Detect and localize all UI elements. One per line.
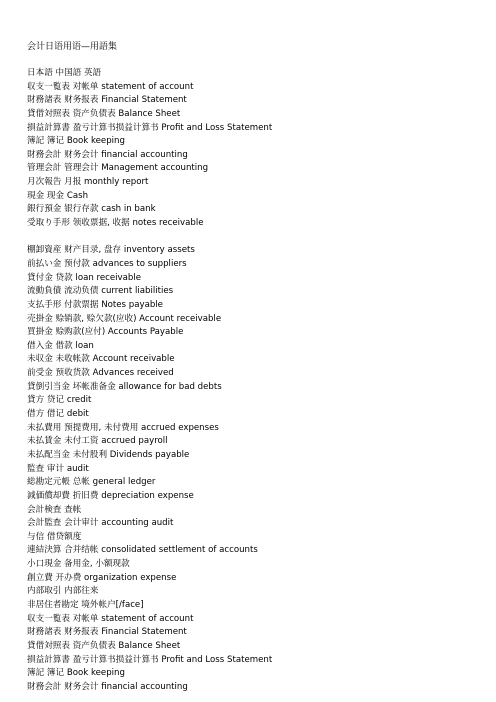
blank-line — [27, 231, 476, 245]
title-spacer — [27, 58, 476, 67]
glossary-line: 月次報告 月报 monthly report — [27, 177, 149, 188]
glossary-line: 連結決算 合并结帐 consolidated settlement of accounts — [27, 545, 258, 556]
glossary-line: 未払費用 预提费用, 未付费用 accrued expenses — [27, 422, 219, 433]
glossary-line: 与信 借贷额度 — [27, 531, 82, 542]
glossary-line: 棚卸資産 财产目录, 盘存 inventory assets — [27, 245, 195, 256]
glossary-line: 内部取引 内部往来 — [27, 586, 99, 597]
glossary-line: 買掛金 赊购款(应付) Accounts Payable — [27, 327, 184, 338]
glossary-line: 貸倒引当金 坏帐准备金 allowance for bad debts — [27, 381, 222, 392]
glossary-line: 未払賃金 未付工资 accrued payroll — [27, 436, 168, 447]
glossary-line: 売掛金 赊销款, 赊欠款(应收) Account receivable — [27, 313, 222, 324]
glossary-line: 貸借対照表 资产负债表 Balance Sheet — [27, 108, 181, 119]
glossary-line: 財務諸表 财务报表 Financial Statement — [27, 95, 187, 106]
glossary-line: 小口現金 备用金, 小额现款 — [27, 559, 130, 570]
glossary-line: 前受金 预收货款 Advances received — [27, 368, 174, 379]
glossary-line: 貸方 贷记 credit — [27, 395, 92, 406]
glossary-line: 管理会計 管理会计 Management accounting — [27, 163, 209, 174]
column-header-line: 日本語 中国語 英語 — [27, 68, 102, 78]
glossary-line: 簿記 簿记 Book keeping — [27, 136, 125, 147]
glossary-line: 銀行預金 银行存款 cash in bank — [27, 204, 156, 215]
document-title: 会计日语用语—用語集 — [27, 42, 118, 52]
glossary-line: 貸借対照表 资产负债表 Balance Sheet — [27, 640, 181, 651]
glossary-line: 会計検査 查帐 — [27, 504, 82, 515]
glossary-line: 減価償却費 折旧费 depreciation expense — [27, 490, 194, 501]
glossary-list — [27, 67, 476, 694]
glossary-line: 受取り手形 领收票据, 收据 notes receivable — [27, 218, 204, 229]
glossary-line: 収支一覧表 对帐单 statement of account — [27, 613, 194, 624]
glossary-line: 非居住者勘定 境外帐户[/face] — [27, 599, 144, 610]
glossary-line: 流動負債 流动负债 current liabilities — [27, 286, 174, 297]
glossary-line: 財務会計 财务会计 financial accounting — [27, 149, 188, 160]
glossary-line: 現金 现金 Cash — [27, 190, 89, 201]
glossary-line: 未払配当金 未付股利 Dividends payable — [27, 449, 190, 460]
glossary-line: 損益計算書 盈亏计算书损益计算书 Profit and Loss Statement — [27, 122, 273, 133]
glossary-line: 会計監査 会计审计 accounting audit — [27, 518, 174, 529]
glossary-line: 総勘定元帳 总帐 general ledger — [27, 477, 156, 488]
glossary-line: 未収金 未收帐款 Account receivable — [27, 354, 175, 365]
glossary-line: 簿記 簿记 Book keeping — [27, 668, 125, 679]
glossary-line: 損益計算書 盈亏计算书损益计算书 Profit and Loss Statement — [27, 654, 273, 665]
glossary-line: 借方 借记 debit — [27, 409, 89, 420]
glossary-line: 監査 审计 audit — [27, 463, 89, 474]
glossary-line: 前払い金 预付款 advances to suppliers — [27, 258, 187, 269]
glossary-line: 創立費 开办费 organization expense — [27, 572, 177, 583]
glossary-line: 支払手形 付款票据 Notes payable — [27, 299, 163, 310]
glossary-line: 貸付金 贷款 loan receivable — [27, 272, 142, 283]
glossary-line: 財務諸表 财务报表 Financial Statement — [27, 627, 187, 638]
glossary-line: 財務会計 财务会计 financial accounting — [27, 681, 188, 692]
glossary-line: 収支一覧表 对帐单 statement of account — [27, 81, 194, 92]
glossary-line: 借入金 借款 loan — [27, 340, 94, 351]
